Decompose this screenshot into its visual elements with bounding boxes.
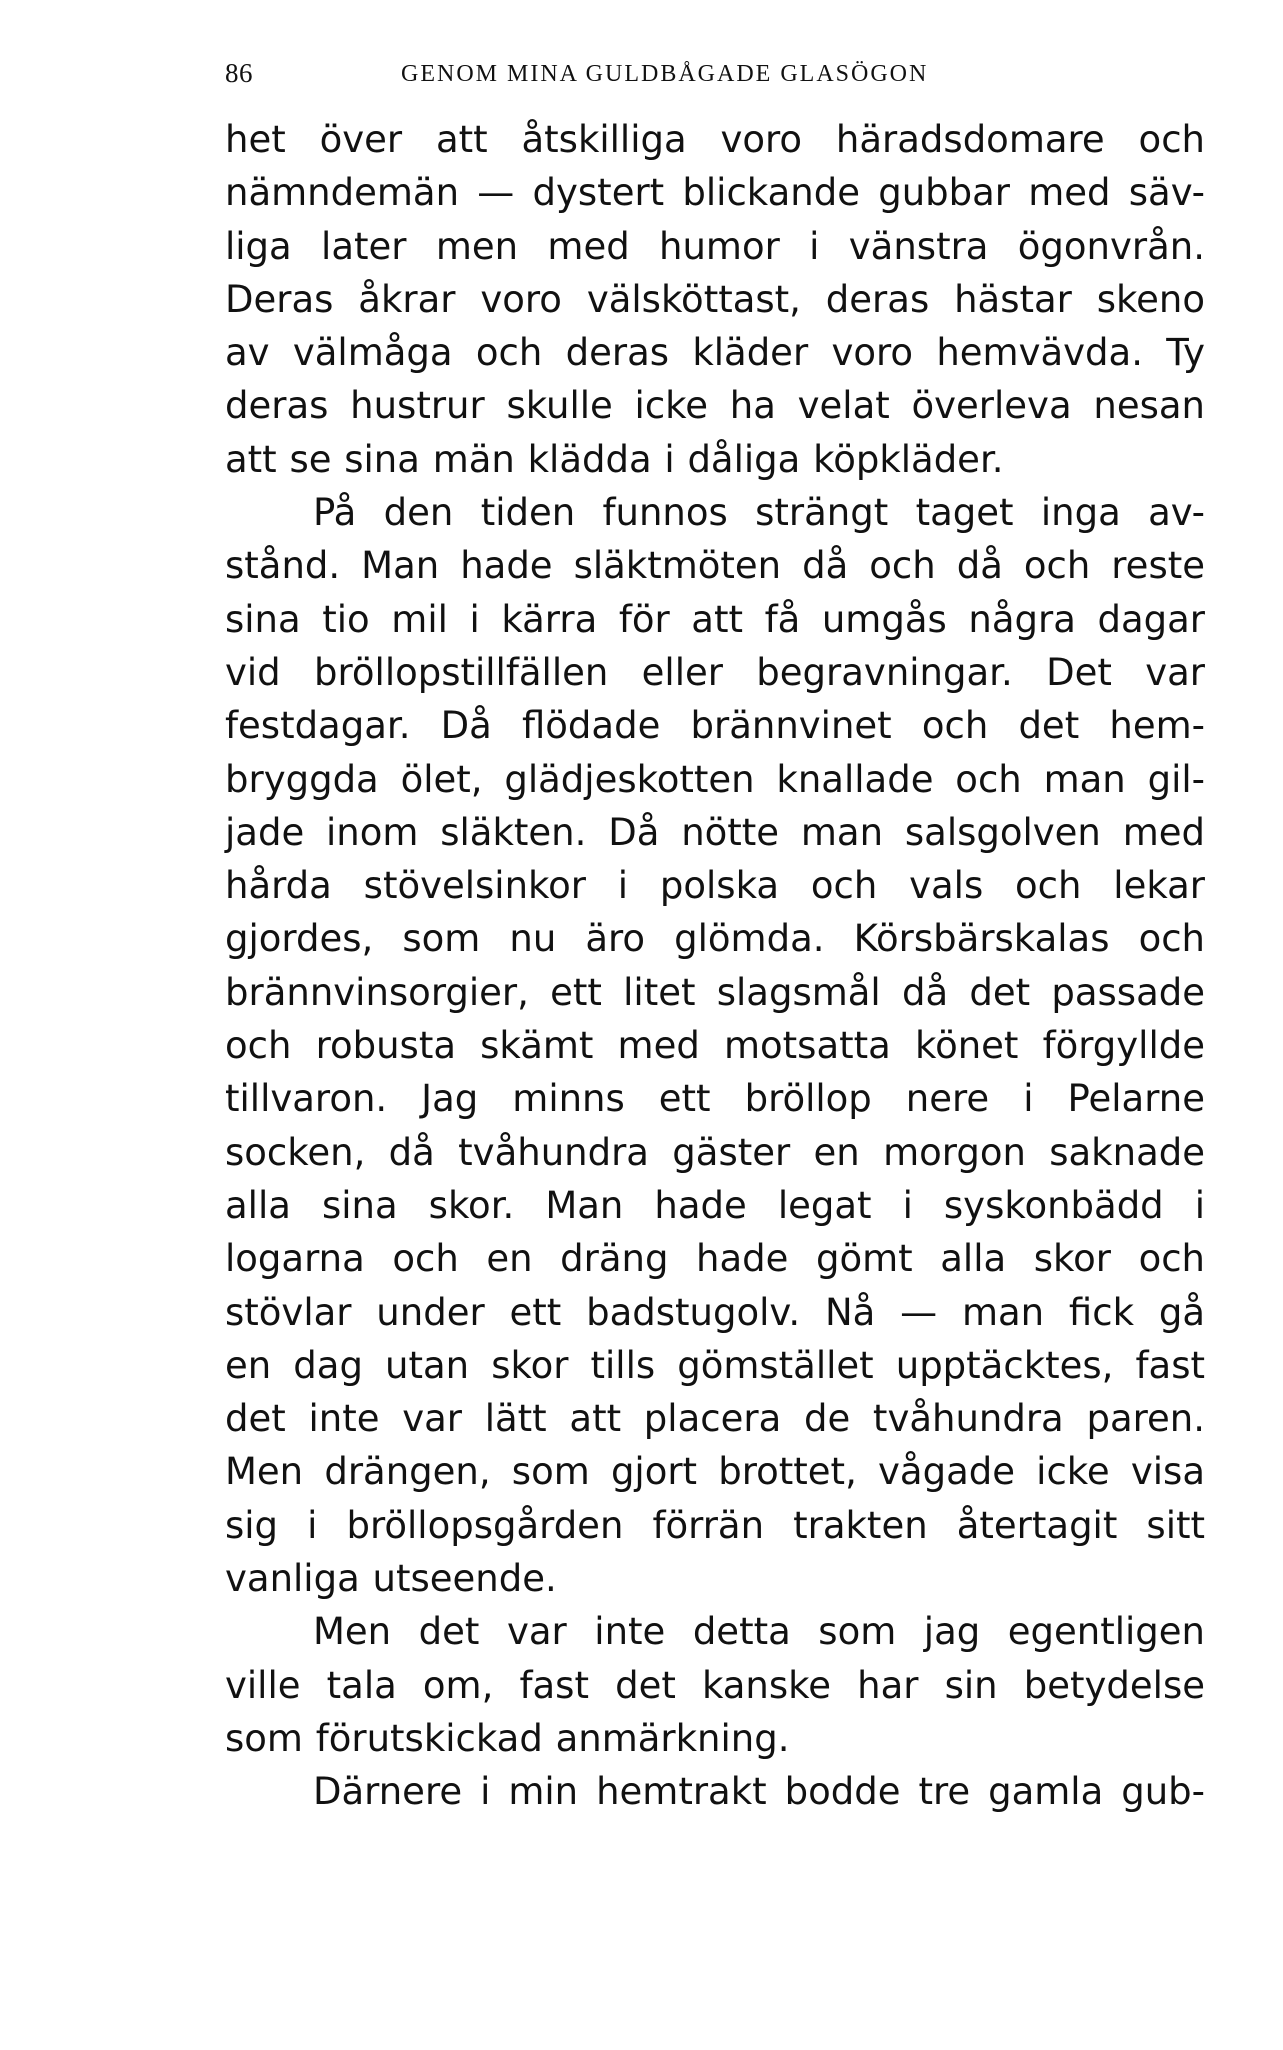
text-line: sig i bröllopsgården förrän trakten återtagit sitt (225, 1503, 1205, 1547)
text-line: stövlar under ett badstugolv. Nå — man fick gå (225, 1290, 1205, 1334)
text-line: gjordes, som nu äro glömda. Körsbärskalas och (225, 917, 1205, 961)
text-line: liga later men med humor i vänstra ögonvrån. (225, 224, 1205, 268)
text-line: socken, då tvåhundra gäster en morgon saknade (225, 1130, 1205, 1174)
page-header (225, 58, 1195, 98)
text-line: och robusta skämt med motsatta könet förgyllde (225, 1024, 1205, 1068)
text-line: bryggda ölet, glädjeskotten knallade och man gil- (225, 757, 1205, 801)
text-line: deras hustrur skulle icke ha velat överleva nesan (225, 384, 1205, 428)
text-line: brännvinsorgier, ett litet slagsmål då det passade (225, 970, 1205, 1014)
text-line: Men drängen, som gjort brottet, vågade icke visa (225, 1450, 1205, 1494)
running-title: GENOM MINA GULDBÅGADE GLASÖGON (401, 61, 929, 87)
text-line: Deras åkrar voro välsköttast, deras hästar skeno (225, 277, 1205, 321)
text-line: jade inom släkten. Då nötte man salsgolven med (225, 810, 1205, 854)
text-line: Men det var inte detta som jag egentligen (313, 1610, 1205, 1654)
text-line: Därnere i min hemtrakt bodde tre gamla gub- (313, 1770, 1205, 1814)
text-line: hårda stövelsinkor i polska och vals och lekar (225, 864, 1205, 908)
text-line: som förutskickad anmärkning. (225, 1716, 790, 1760)
text-line: vid bröllopstillfällen eller begravningar. Det var (225, 650, 1205, 694)
text-line: tillvaron. Jag minns ett bröllop nere i Pelarne (225, 1077, 1205, 1121)
text-line: att se sina män klädda i dåliga köpkläder. (225, 437, 1004, 481)
text-line: logarna och en dräng hade gömt alla skor och (225, 1237, 1205, 1281)
text-line: ville tala om, fast det kanske har sin betydelse (225, 1663, 1205, 1707)
text-line: av välmåga och deras kläder voro hemvävda. Ty (225, 331, 1205, 375)
text-line: alla sina skor. Man hade legat i syskonbädd i (225, 1183, 1205, 1227)
text-line: nämndemän — dystert blickande gubbar med säv- (225, 171, 1205, 215)
text-line: det inte var lätt att placera de tvåhundra paren. (225, 1397, 1205, 1441)
text-line: På den tiden funnos strängt taget inga av- (313, 491, 1205, 535)
text-line: sina tio mil i kärra för att få umgås några dagar (225, 597, 1205, 641)
body-text (225, 113, 1205, 1819)
text-line: en dag utan skor tills gömstället upptäcktes, fast (225, 1343, 1205, 1387)
text-line: vanliga utseende. (225, 1557, 557, 1601)
text-line: stånd. Man hade släktmöten då och då och reste (225, 544, 1205, 588)
text-line: festdagar. Då flödade brännvinet och det hem- (225, 704, 1205, 748)
text-line: het över att åtskilliga voro häradsdomare och (225, 118, 1205, 161)
page-number: 86 (225, 58, 253, 88)
